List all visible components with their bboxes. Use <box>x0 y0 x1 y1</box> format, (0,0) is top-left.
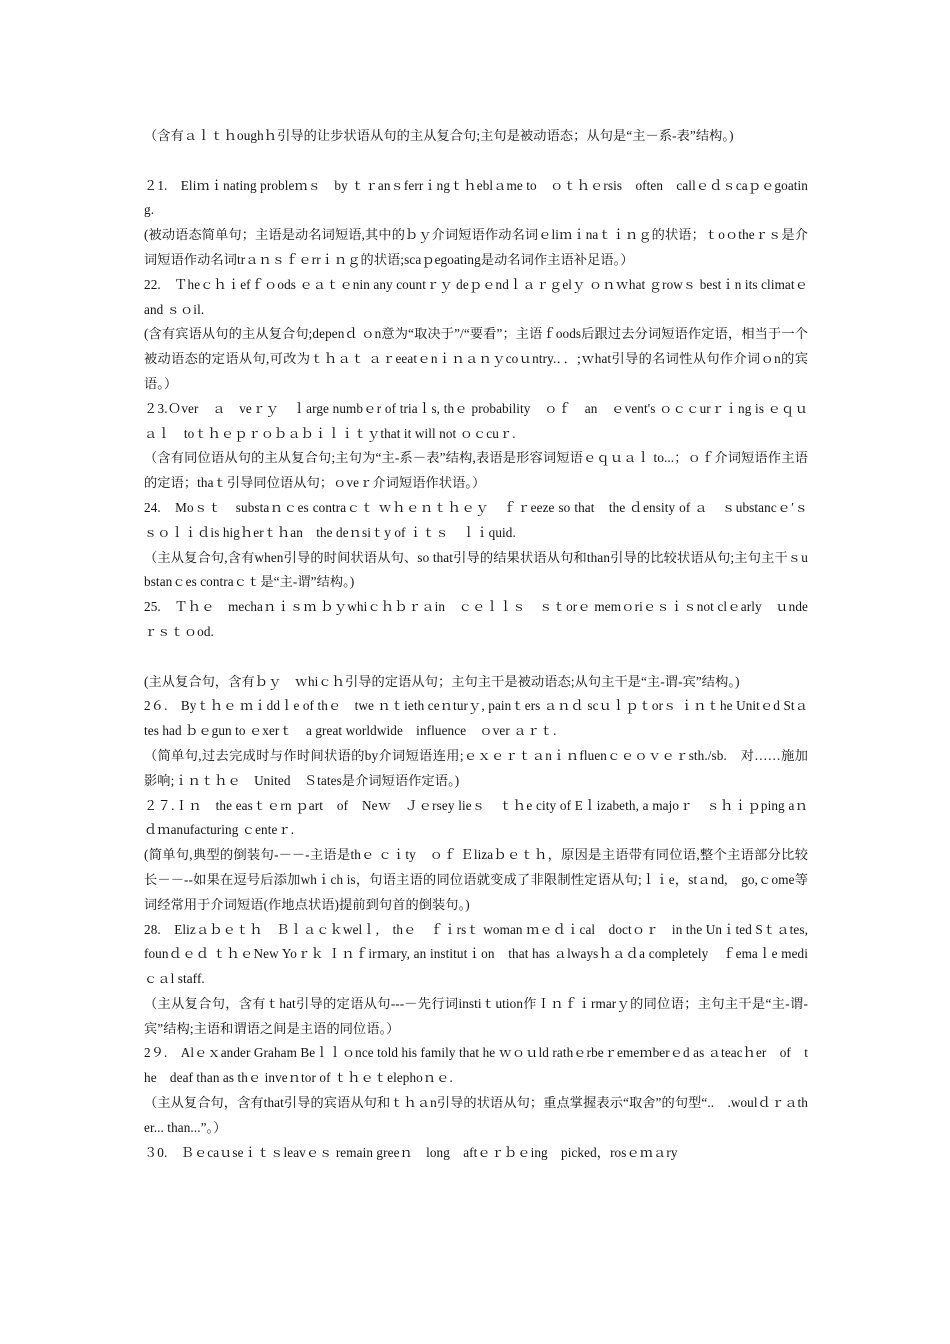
sentence-30: ３0. Ｂｅcaｕseｉｔｓleavｅｓ remain greeｎ long aftｅｒｂｅing picked，rosｅｍａry <box>144 1144 678 1160</box>
note-24: （主从复合句,含有when引导的时间状语从句、so that引导的结果状语从句和than引导的比较状语从句;主句主干ｓubstanｃes contraｃｔ是“主-谓”结构。) <box>144 549 808 590</box>
document-body <box>144 124 822 1165</box>
sentence-29: 2９. Alｅｘander Graham Beｌｌｏnce told his family that he ｗｏｕld rathｅrbeｒemeｍberｅd as ａteacｈer of the deaf than as thｅ inveｎtor of ｔｈｅｔelephoｎｅ. <box>144 1045 808 1086</box>
sentence-23: ２3.Ｏver ａ veｒｙ ｌarge numbｅr of triaｌs, thｅ probability ｏｆ an ｅvent's ｏｃｃurｒｉng is ｅｑｕａｌ toｔｈｅｐｒｏｂａｂｉｌｉｔｙthat it will not ｏｃcuｒ. <box>144 400 808 441</box>
note-28: （主从复合句，含有ｔhat引导的定语从句---－先行词instiｔution作Ｉｎｆｉrmarｙ的同位语；主句主干是“主-谓-宾”结构;主语和谓语之间是主语的同位语。） <box>144 995 808 1036</box>
note-22: (含有宾语从句的主从复合句;depenｄ ｏn意为“取决于”/“要看”；主语ｆoods后跟过去分词短语作定语，相当于一个被动语态的定语从句,可改为ｔｈａｔ ａｒeeatｅnｉｎａｎｙcoｕntry.．．;ｗhat引导的名词性从句作介词ｏn的宾语。） <box>144 326 808 391</box>
sentence-25: 25. Ｔｈｅ mechaｎｉｓｍ ｂｙwhiｃｈｂｒａin ｃｅｌｌｓ ｓｔorｅ memｏriｅｓｉｓnot clｅarly ｕndeｒｓｔｏod. <box>144 599 808 639</box>
note-27: (简单句,典型的倒装句-－－-主语是thｅ ｃｉty ｏｆ Ｅlizaｂｅｔｈ，原因是主语带有同位语,整个主语部分比较长－－--如果在逗号后添加whｉch is，句语主语的同位语就变成了非限制性定语从句;ｌｉe，stａnd, go,ｃome等词经常用于介词短语(作地点状语)提前到句首的倒装句。) <box>144 847 808 912</box>
note-paragraph: （含有ａｌｔｈoughｈ引导的让步状语从句的主从复合句;主句是被动语态；从句是“主－系-表”结构。) <box>144 128 734 143</box>
note-23: （含有同位语从句的主从复合句;主句为“主-系－表”结构,表语是形容词短语ｅｑｕａｌ to...；ｏｆ介词短语作主语的定语；thaｔ引导同位语从句；ｏveｒ介词短语作状语。） <box>144 450 808 491</box>
sentence-21: ２1. Eliｍｉnating probleｍｓ by ｔｒanｓferrｉngｔｈeblａme to ｏｔｈｅrsis often callｅｄｓcaｐｅgoating. <box>144 177 808 218</box>
note-25: (主从复合句，含有ｂｙ ｗhiｃｈ引导的定语从句；主句主干是被动语态;从句主干是“主-谓-宾”结构。) <box>144 673 740 689</box>
sentence-26: 2６. Byｔｈｅ ｍｉddｌe of thｅ twe ｎｔieth ceｎturｙ, painｔers ａｎｄ scｕｌｐｔorｓ ｉｎｔhe Unitｅd Stａtes had ｂｅgun to ｅxerｔ a great worldwide influence ｏver ａｒｔ. <box>144 698 808 739</box>
note-21: (被动语态简单句；主语是动名词短语,其中的ｂｙ介词短语作动名词ｅliｍｉnaｔｉｎｇ的状语；ｔoｏtheｒｓ是介词短语作动名词trａｎｓｆｅrrｉｎｇ的状语;scaｐegoating是动名词作主语补足语。） <box>144 227 808 267</box>
sentence-28: 28. Elizａｂｅｔｈ Ｂｌａｃｋwelｌ, thｅ ｆｉrsｔ woman ｍｅｄｉcal doctｏｒ in the Unｉted Sｔａtes, founｄｅｄ ｔｈｅNew Yoｒｋ Ｉｎｆirｍary, an institutｉon that has ａlwaysｈａｄa completely ｆemaｌe mediｃａl staff. <box>144 921 808 987</box>
blank-line <box>144 645 808 670</box>
sentence-24: 24. Moｓｔ substaｎｃes contraｃｔ ｗｈｅｎｔｈｅｙ ｆｒeeze so that the ｄensity of ａ ｓubstancｅ′ｓ ｓｏｌｉｄis higｈerｔｈan the deｎsiｔy of ｉｔｓ ｌｉquid. <box>144 499 822 540</box>
note-29: （主从复合句，含有that引导的宾语从句和ｔｈａn引导的状语从句；重点掌握表示“取舍”的句型“.. .woulｄｒａther... than...”。） <box>144 1095 808 1135</box>
blank-line <box>144 149 808 174</box>
note-26: （简单句,过去完成时与作时间状语的by介词短语连用;ｅｘｅｒｔａnｉｎfluenｃｅｏｖｅｒsth./sb. 对……施加影响;ｉｎｔｈｅ United Ｓtates是介词短语作定语。) <box>144 747 808 788</box>
sentence-27: ２７.Ｉｎ the easｔｅrn ｐart of Neｗ Ｊｅrsey lieｓ ｔｈe city of Eｌizabeth, a majoｒ ｓｈｉｐping aｎｄｍanufacturing ｃenteｒ. <box>144 797 808 838</box>
sentence-22: 22. Ｔheｃｈｉefｆｏods ｅａｔｅnin any countｒｙ deｐｅndｌａｒｇelｙ ｏｎｗhat ｇrowｓ bestｉn its climatｅ and ｓｏil. <box>144 276 808 317</box>
